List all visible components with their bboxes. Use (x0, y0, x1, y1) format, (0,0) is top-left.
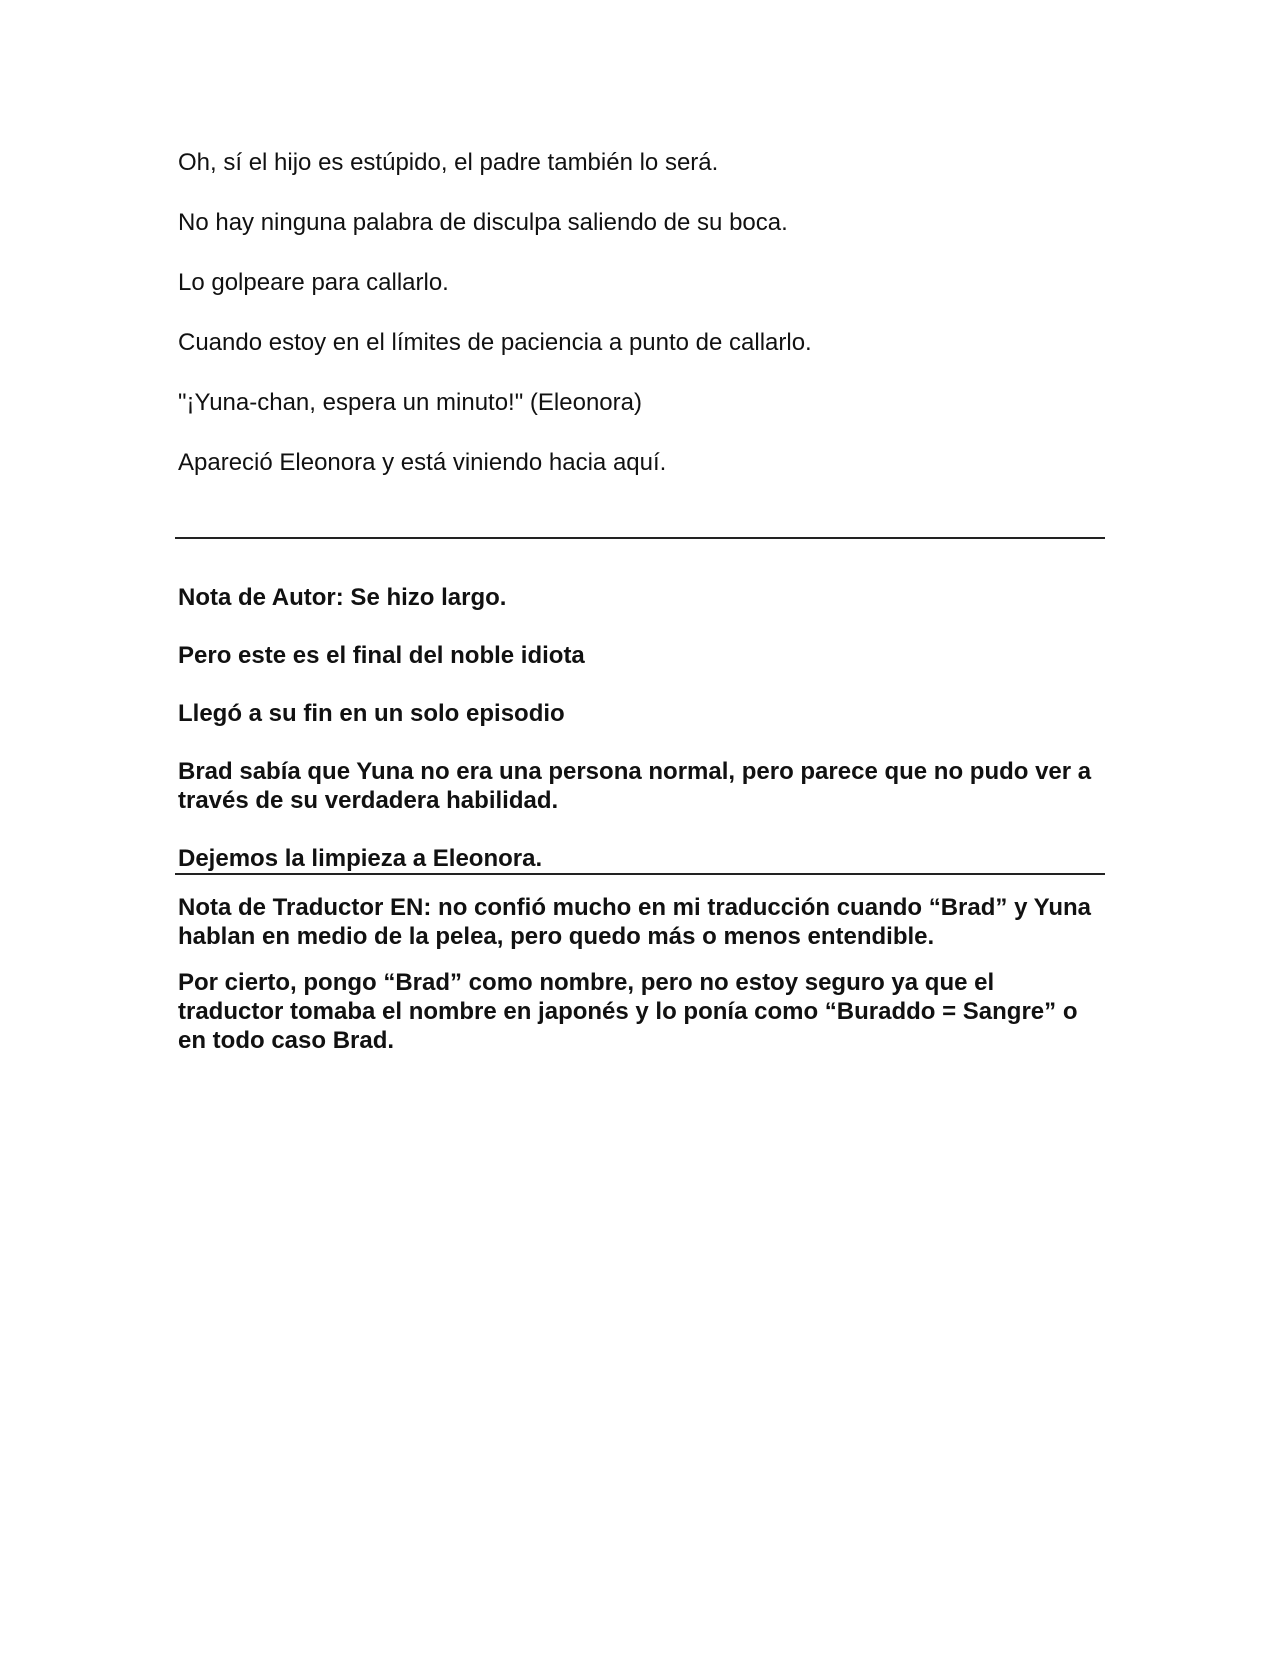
narrative-paragraph: Oh, sí el hijo es estúpido, el padre también lo será. (178, 149, 719, 176)
narrative-paragraph: No hay ninguna palabra de disculpa saliendo de su boca. (178, 209, 788, 236)
translator-note-paragraph: Nota de Traductor EN: no confió mucho en mi traducción cuando “Brad” y Yuna hablan en medio de la pelea, pero quedo más o menos entendible. (178, 894, 1091, 950)
narrative-paragraph: Cuando estoy en el límites de paciencia a punto de callarlo. (178, 329, 812, 356)
author-note-paragraph: Brad sabía que Yuna no era una persona normal, pero parece que no pudo ver a través de su verdadera habilidad. (178, 758, 1092, 814)
section-divider (175, 873, 1105, 875)
author-note-paragraph: Dejemos la limpieza a Eleonora. (178, 845, 543, 872)
section-divider (175, 537, 1105, 539)
narrative-paragraph: "¡Yuna-chan, espera un minuto!" (Eleonora) (178, 389, 642, 416)
narrative-paragraph: Apareció Eleonora y está viniendo hacia aquí. (178, 449, 667, 476)
author-note-paragraph: Llegó a su fin en un solo episodio (178, 700, 565, 727)
author-note-paragraph: Nota de Autor: Se hizo largo. (178, 584, 507, 611)
author-note-paragraph: Pero este es el final del noble idiota (178, 642, 585, 669)
narrative-paragraph: Lo golpeare para callarlo. (178, 269, 449, 296)
translator-note-paragraph: Por cierto, pongo “Brad” como nombre, pero no estoy seguro ya que el traductor tomaba el nombre en japonés y lo ponía como “Buraddo = Sangre” o en todo caso Brad. (178, 969, 1078, 1054)
